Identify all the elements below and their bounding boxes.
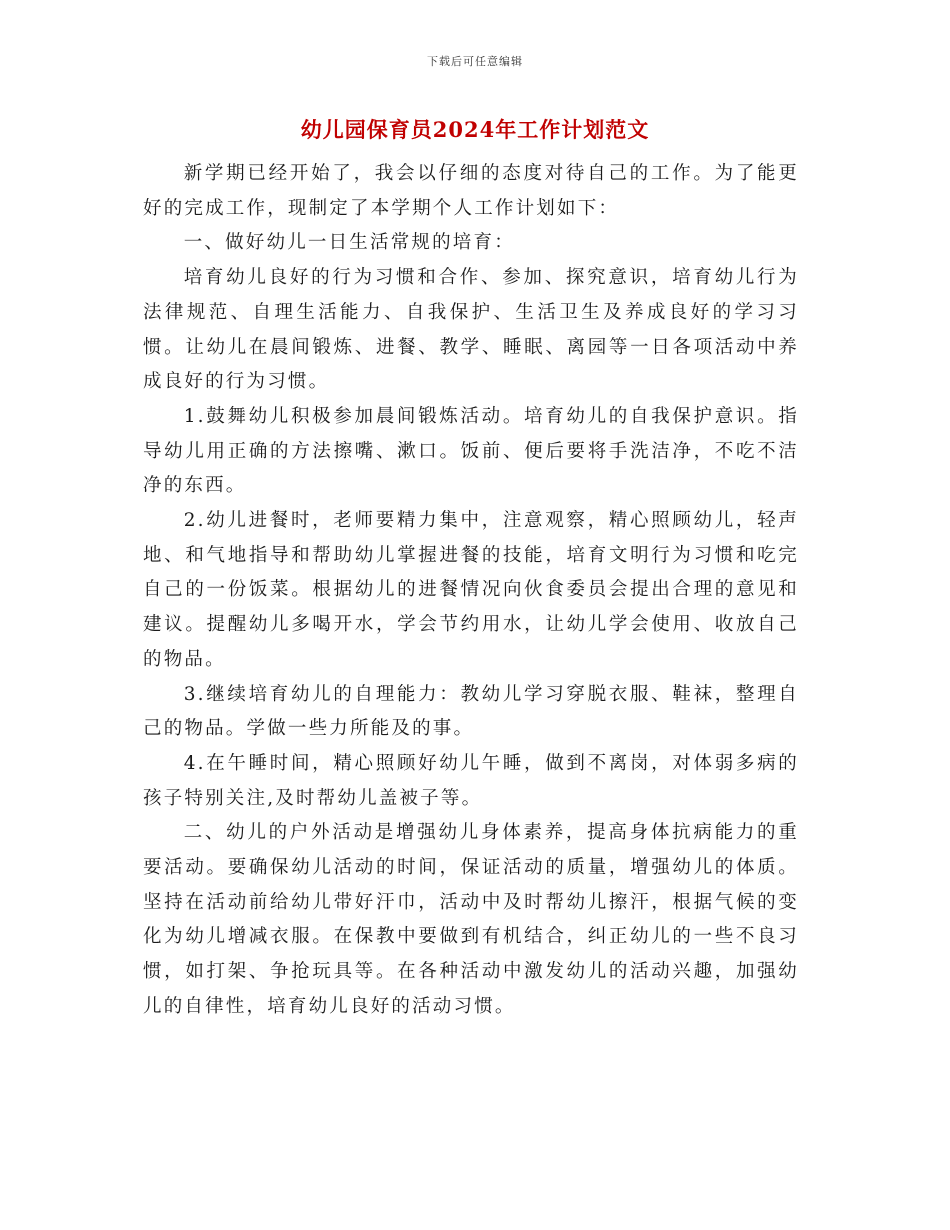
paragraph-intro: 新学期已经开始了，我会以仔细的态度对待自己的工作。为了能更好的完成工作，现制定了本学期个人工作计划如下： (143, 163, 799, 219)
paragraph-section-1-overview: 培育幼儿良好的行为习惯和合作、参加、探究意识，培育幼儿行为法律规范、自理生活能力、自我保护、生活卫生及养成良好的学习习惯。让幼儿在晨间锻炼、进餐、教学、睡眠、离园等一日各项活动中养成良好的行为习惯。 (143, 267, 799, 393)
paragraph-item-4: 4.在午睡时间，精心照顾好幼儿午睡，做到不离岗，对体弱多病的孩子特别关注,及时帮幼儿盖被子等。 (143, 752, 799, 809)
document-title: 幼儿园保育员2024年工作计划范文 (300, 117, 650, 142)
paragraph-item-3: 3.继续培育幼儿的自理能力：教幼儿学习穿脱衣服、鞋袜，整理自己的物品。学做一些力所能及的事。 (143, 683, 799, 740)
header-note: 下载后可任意编辑 (427, 55, 523, 68)
paragraph-item-1: 1.鼓舞幼儿积极参加晨间锻炼活动。培育幼儿的自我保护意识。指导幼儿用正确的方法擦嘴、漱口。饭前、便后要将手洗洁净，不吃不洁净的东西。 (143, 405, 799, 497)
paragraph-section-1-heading: 一、做好幼儿一日生活常规的培育： (183, 232, 515, 254)
document-body (143, 157, 799, 1025)
paragraph-section-2: 二、幼儿的户外活动是增强幼儿身体素养，提高身体抗病能力的重要活动。要确保幼儿活动的时间，保证活动的质量，增强幼儿的体质。坚持在活动前给幼儿带好汗巾，活动中及时帮幼儿擦汗，根据气候的变化为幼儿增减衣服。在保教中要做到有机结合，纠正幼儿的一些不良习惯，如打架、争抢玩具等。在各种活动中激发幼儿的活动兴趣，加强幼儿的自律性，培育幼儿良好的活动习惯。 (143, 822, 799, 1017)
paragraph-item-2: 2.幼儿进餐时，老师要精力集中，注意观察，精心照顾幼儿，轻声地、和气地指导和帮助幼儿掌握进餐的技能，培育文明行为习惯和吃完自己的一份饭菜。根据幼儿的进餐情况向伙食委员会提出合理的意见和建议。提醒幼儿多喝开水，学会节约用水，让幼儿学会使用、收放自己的物品。 (143, 510, 799, 670)
